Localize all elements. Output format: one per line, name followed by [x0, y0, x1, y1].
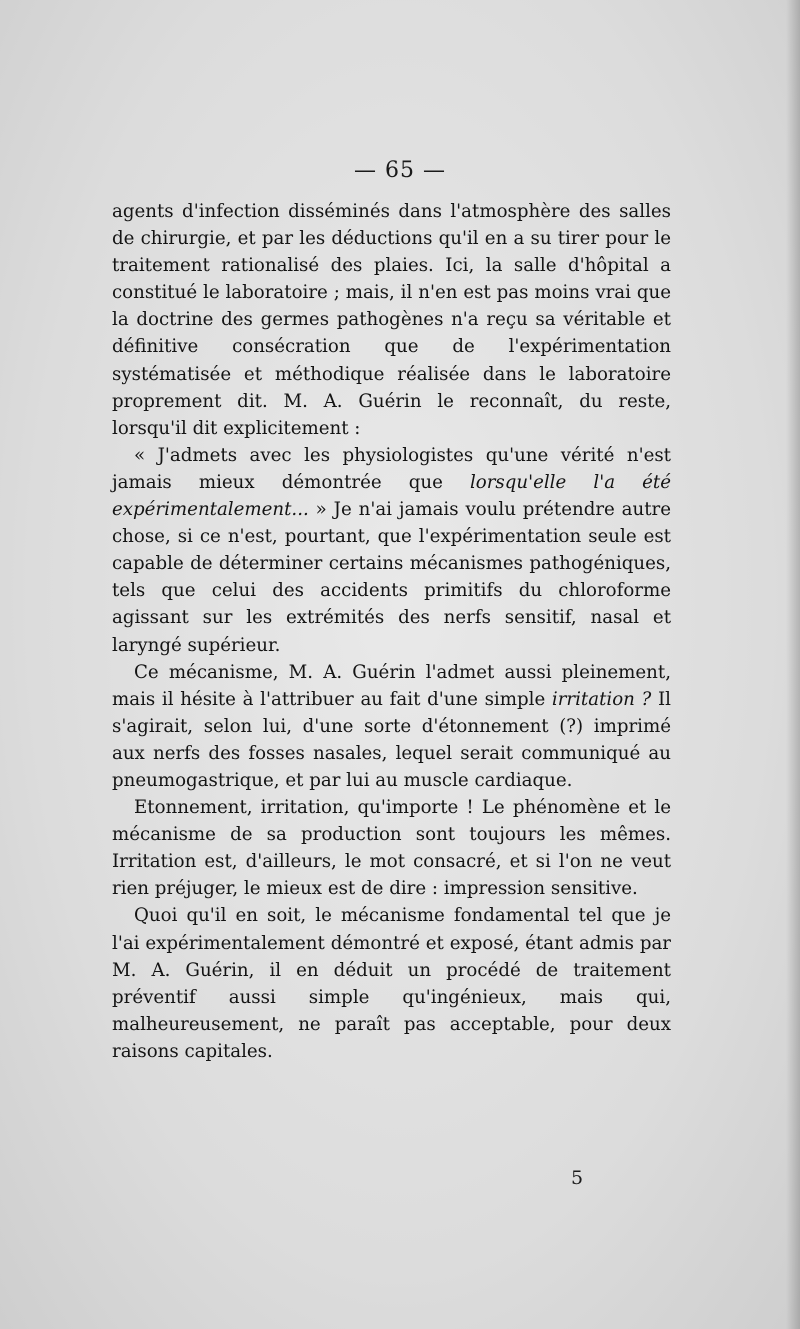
page-number: — 65 —: [354, 158, 446, 183]
paragraph: [112, 794, 671, 902]
paragraph-text: Etonnement, irritation, qu'importe ! Le phénomène et le mécanisme de sa production sont toujours les mêmes. Irritation est, d'ailleurs, le mot consacré, et si l'on ne veut rien préjuger, le mieux est de dire : impression sensitive.: [112, 797, 671, 900]
paragraph-text: « J'admets avec les physiologistes qu'une vérité n'est jamais mieux démontrée que: [112, 444, 671, 493]
signature-mark: 5: [570, 1167, 584, 1189]
paragraph-text: Quoi qu'il en soit, le mécanisme fondamental tel que je l'ai expérimentalement démontré et exposé, étant admis par M. A. Guérin, il en déduit un procédé de traitement préventif aussi simple qu'ingénieux, mais qui, malheureusement, ne paraît pas acceptable, pour deux raisons capitales.: [112, 905, 671, 1062]
italic-term: irritation ?: [551, 688, 652, 710]
paragraph: [112, 902, 671, 1065]
paragraph: [112, 442, 671, 659]
paragraph-text: agents d'infection disséminés dans l'atmosphère des salles de chirurgie, et par les déductions qu'il en a su tirer pour le traitement rationalisé des plaies. Ici, la salle d'hôpital a constitué le laboratoire ; mais, il n'en est pas moins vrai que la doctrine des germes pathogènes n'a reçu sa véritable et définitive consécration que de l'expérimentation systématisée et méthodique réalisée dans le laboratoire proprement dit. M. A. Guérin le reconnaît, du reste, lorsqu'il dit explicitement :: [112, 201, 671, 439]
body-text: [112, 198, 671, 1065]
paragraph: [112, 659, 671, 794]
paragraph-text: Il s'agirait, selon lui, d'une sorte d'étonnement (?) imprimé aux nerfs des fosses nasales, lequel serait communiqué au pneumogastrique, et par lui au muscle cardiaque.: [112, 688, 671, 791]
paragraph: [112, 198, 671, 442]
paragraph-text: Ce mécanisme, M. A. Guérin l'admet aussi pleinement, mais il hésite à l'attribuer au fait d'une simple: [112, 661, 671, 710]
italic-quote: lorsqu'elle l'a été expérimentalement...: [112, 471, 671, 521]
paragraph-text: » Je n'ai jamais voulu prétendre autre chose, si ce n'est, pourtant, que l'expérimentation seule est capable de déterminer certains mécanismes pathogéniques, tels que celui des accidents primitifs du chloroforme agissant sur les extrémités des nerfs sensitif, nasal et laryngé supérieur.: [112, 499, 671, 656]
